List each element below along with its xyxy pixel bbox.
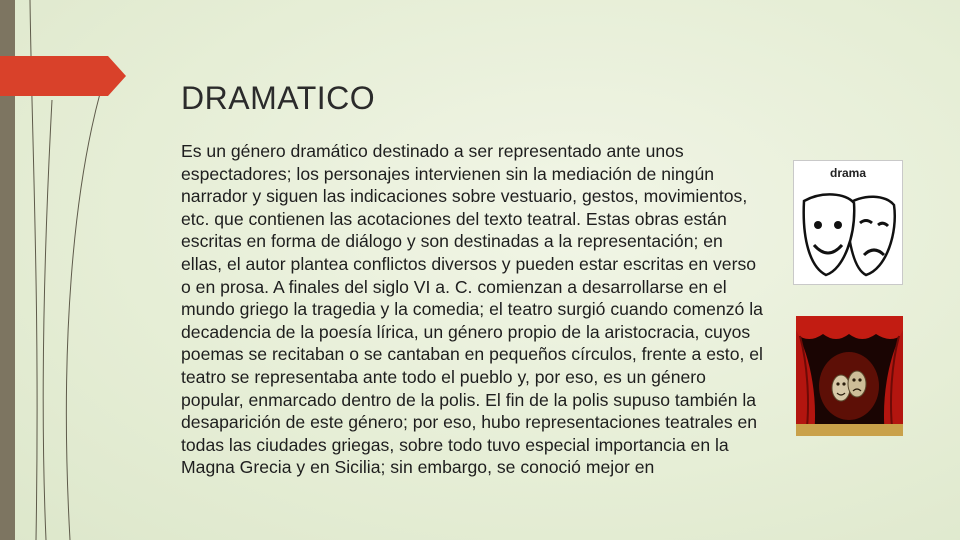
- title-accent-tab: [0, 56, 126, 96]
- drama-label: drama: [829, 166, 867, 180]
- slide-title: DRAMATICO: [181, 80, 376, 116]
- drama-masks-image: [793, 160, 903, 285]
- theater-stage-image: [796, 316, 903, 436]
- slide-body-text: Es un género dramático destinado a ser representado ante unos espectadores; los personajes intervienen sin la mediación de ningún narrador y siguen las indicaciones sobre vestuario, gestos, movimientos, etc. que contienen las acotaciones del texto teatral. Estas obras están escritas en forma de diálogo y son destinadas a la representación; en ellas, el autor plantea conflictos diversos y pueden estar escritas en verso o en prosa. A finales del siglo VI a. C. comienzan a desarrollarse en el mundo griego la tragedia y la comedia; el teatro surgió cuando comenzó la decadencia de la poesía lírica, un género propio de la aristocracia, cuyos poemas se recitaban o se cantaban en pequeños círculos, frente a esto, el teatro se representaba ante todo el pueblo y, por eso, es un género popular, enmarcado dentro de la polis. El fin de la polis supuso también la desaparición de este género; por eso, hubo representaciones teatrales en todas las ciudades griegas, sobre todo tuvo especial importancia en la Magna Grecia y en Sicilia; sin embargo, se conoció mejor en: [181, 141, 763, 478]
- comedy-tragedy-masks-icon: [794, 183, 902, 283]
